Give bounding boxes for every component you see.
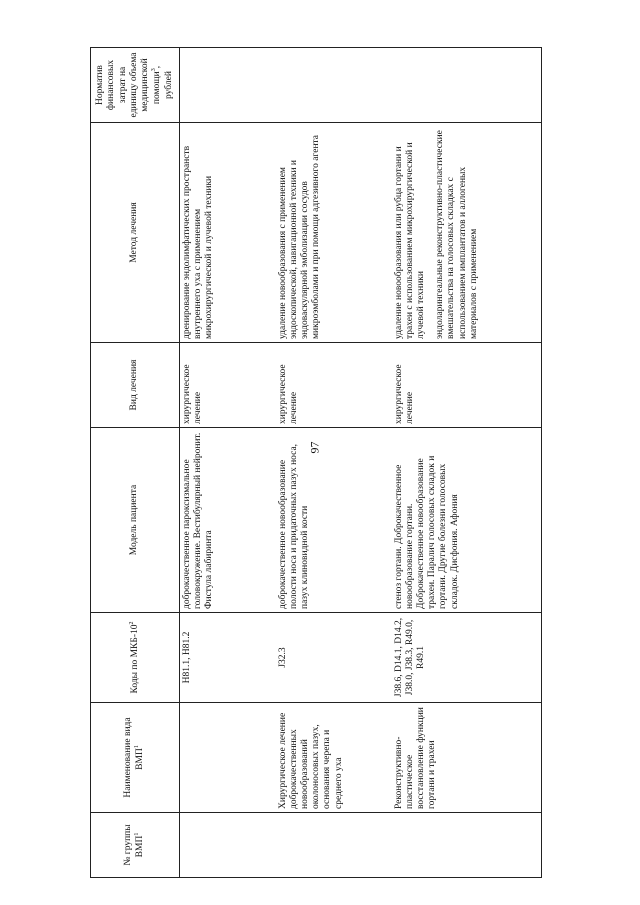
header-codes: Коды по МКБ-$10^2$ [91, 613, 180, 703]
cell-method [392, 123, 542, 343]
cell-type: хирургическое лечение [276, 343, 392, 428]
cell-codes: H81.1, H81.2 [180, 613, 276, 703]
vmp-table [90, 47, 542, 878]
cell-model: доброкачественное пароксизмальное головокружение. Вестибулярный нейронит. Фистула лабиринта [180, 428, 276, 613]
header-norm: Норматив финансовых затрат на единицу объема медицинской помощи$^3$, рублей [91, 48, 180, 123]
header-group: № группы ВМП$^1$ [91, 813, 180, 878]
cell-group [180, 813, 276, 878]
cell-model: доброкачественное новообразование полости носа и придаточных пазух носа, пазух клиновидной кости [276, 428, 392, 613]
cell-group [392, 813, 542, 878]
method-text: удаление новообразования или рубца гортани и трахеи с использованием микрохирургической и лучевой техники [393, 142, 426, 339]
cell-codes: J32.3 [276, 613, 392, 703]
header-type: Вид лечения [91, 343, 180, 428]
table-row [392, 48, 542, 878]
cell-type: хирургическое лечение [180, 343, 276, 428]
table-row [276, 48, 392, 878]
cell-norm [392, 48, 542, 123]
rotated-table-wrapper [90, 48, 540, 878]
cell-method: удаление новообразования с применением эндоскопической, навигационной техники и эндоваскулярной эмболизации сосудов микроэмболами и при помощи адгезивного агента [276, 123, 392, 343]
cell-type: хирургическое лечение [392, 343, 542, 428]
cell-norm [276, 48, 392, 123]
header-name: Наименование вида ВМП$^1$ [91, 703, 180, 813]
cell-name [180, 703, 276, 813]
cell-name: Реконструктивно-пластическое восстановление функции гортани и трахеи [392, 703, 542, 813]
header-model: Модель пациента [91, 428, 180, 613]
header-row [91, 48, 180, 878]
cell-method: дренирование эндолимфатических пространств внутреннего уха с применением микрохирургической и лучевой техники [180, 123, 276, 343]
cell-model: стеноз гортани. Доброкачественное новообразование гортани. Доброкачественное новообразование трахеи. Паралич голосовых складок и гортани. Другие болезни голосовых складок. Дисфония. Афония [392, 428, 542, 613]
cell-name: Хирургическое лечение доброкачественных новообразований околоносовых пазух, основания черепа и среднего уха [276, 703, 392, 813]
cell-codes: J38.6, D14.1, D14.2, J38.0, J38.3, R49.0, R49.1 [392, 613, 542, 703]
cell-group [276, 813, 392, 878]
cell-norm [180, 48, 276, 123]
table-row [180, 48, 276, 878]
method-text-secondary: эндоларингеальные реконструктивно-пластические вмешательства на голосовых складках с использованием имплантатов и аллогеных материалов с применением [435, 130, 479, 339]
header-method: Метод лечения [91, 123, 180, 343]
page-number: 97 [307, 441, 322, 454]
